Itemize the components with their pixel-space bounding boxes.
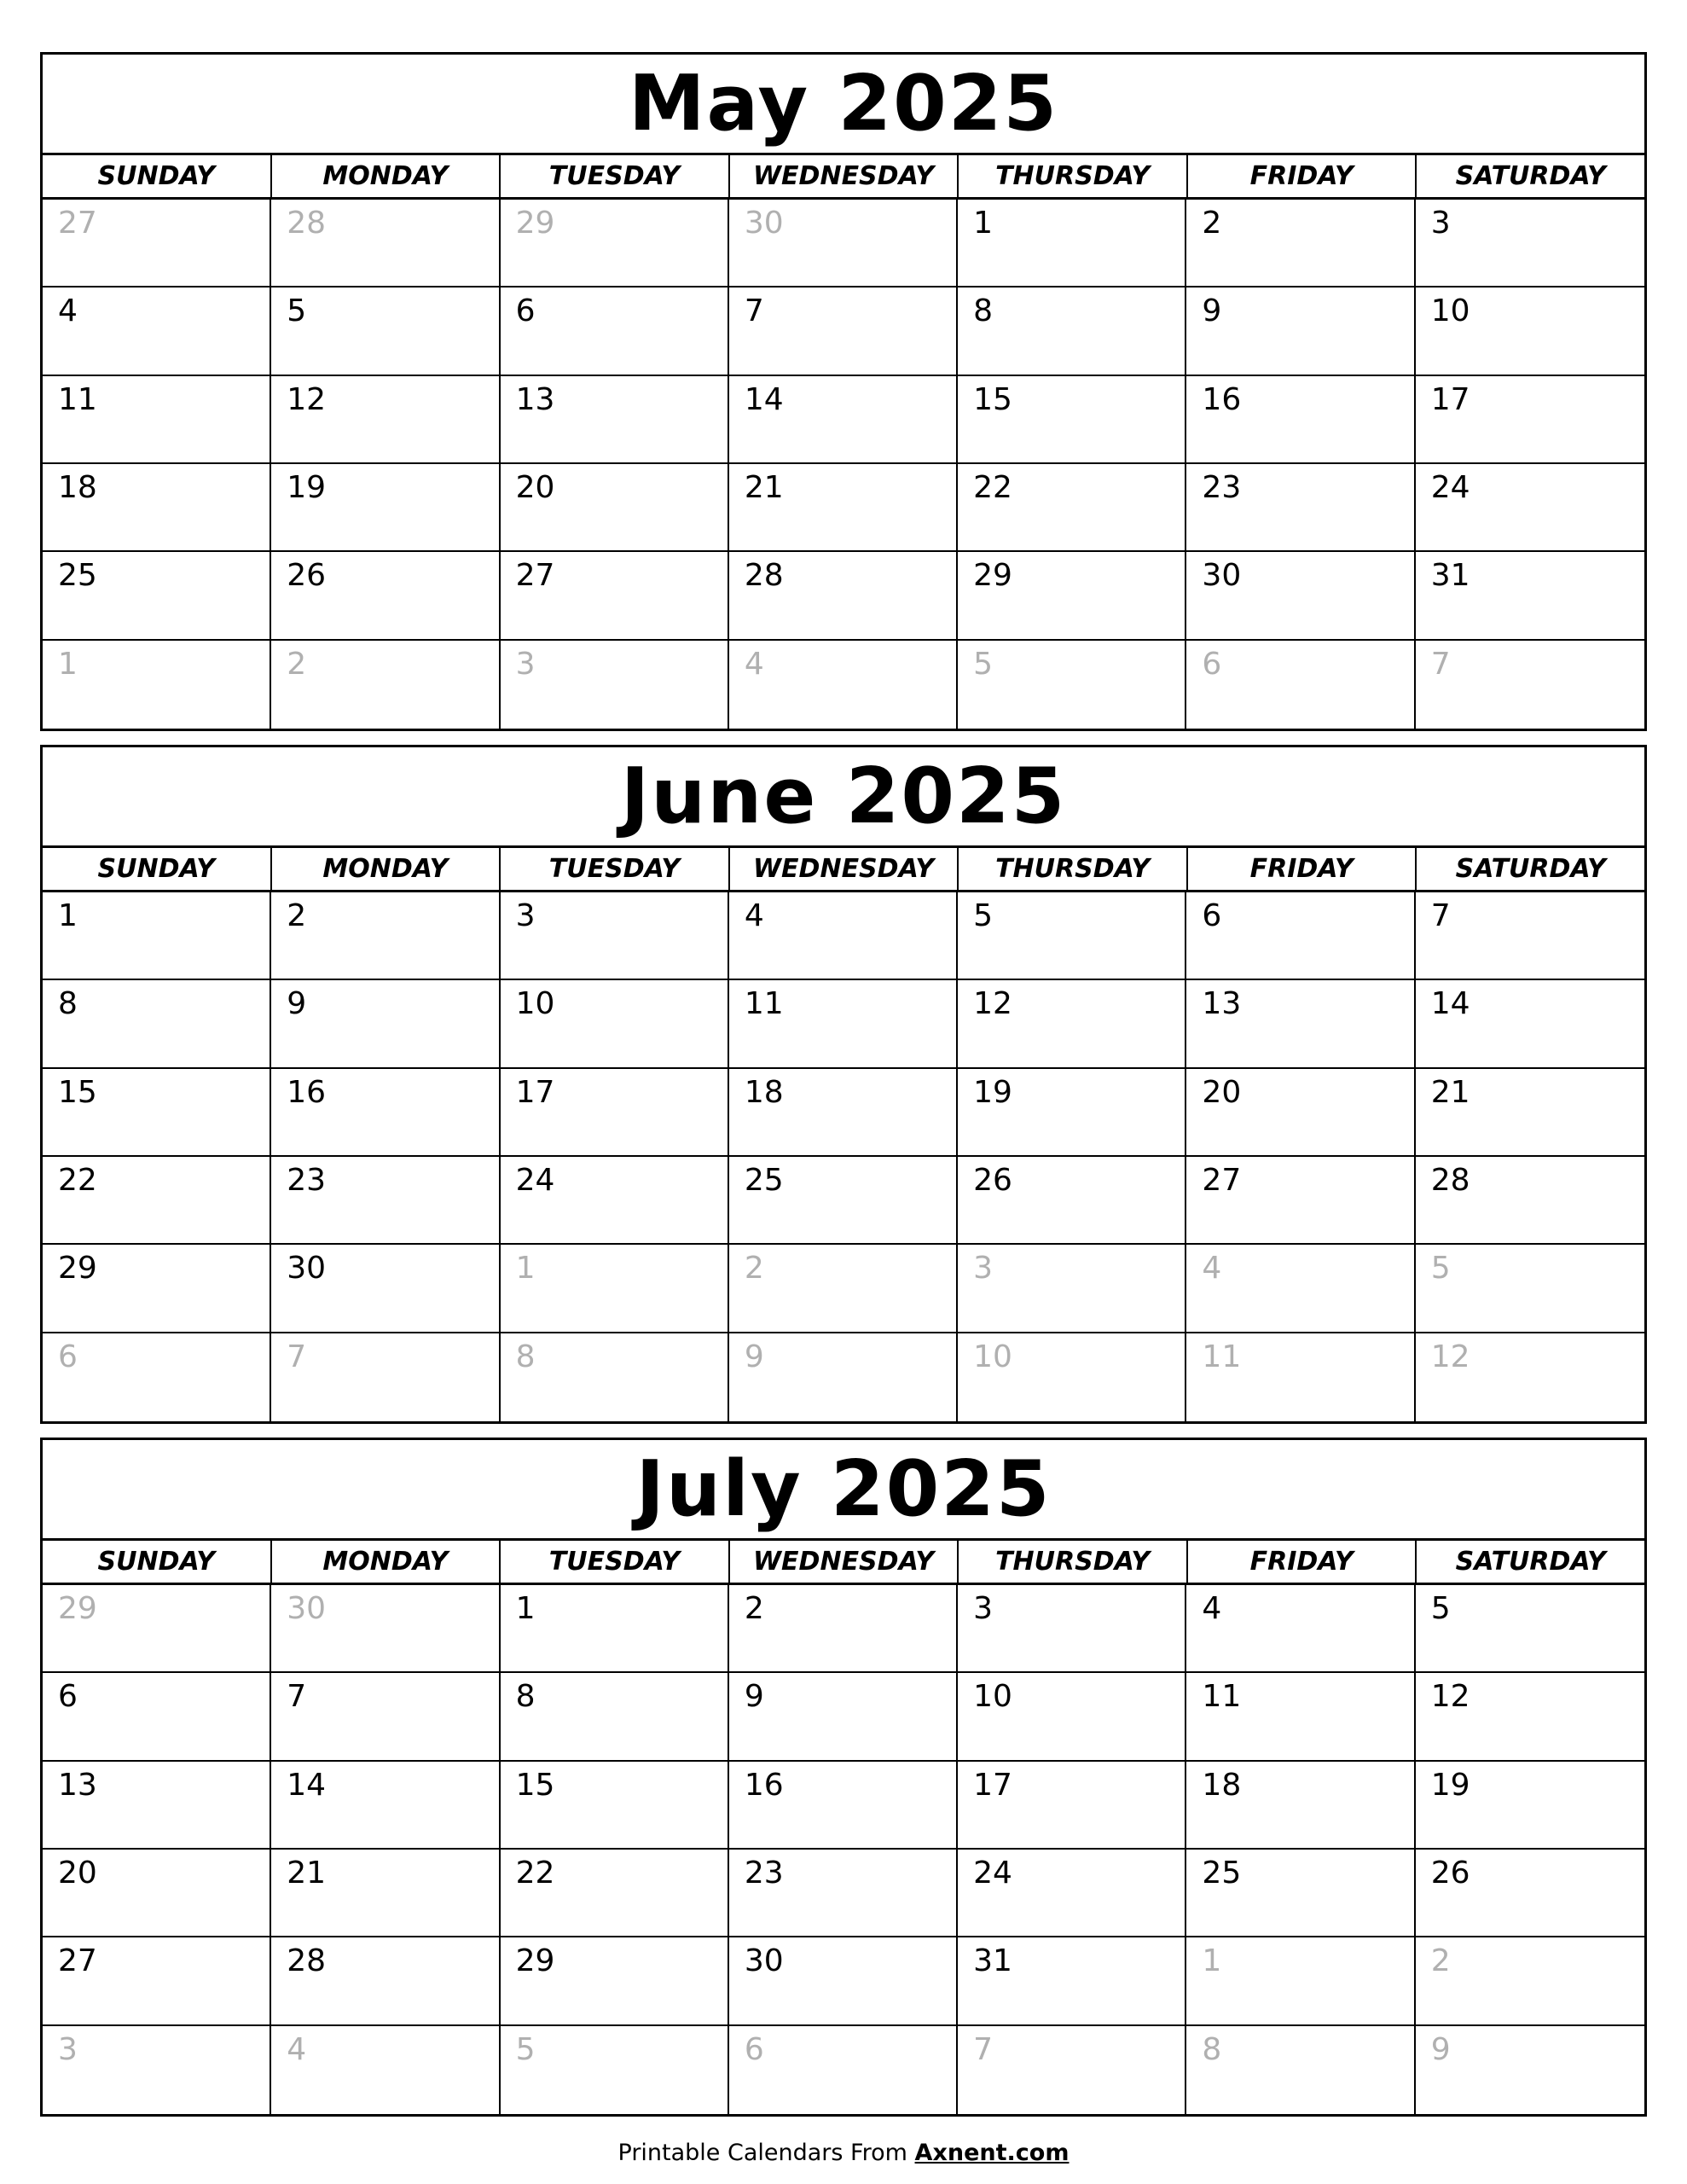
day-cell: 13 <box>43 1762 271 1850</box>
day-cell: 9 <box>729 1673 958 1761</box>
footer-site-link[interactable]: Axnent.com <box>914 2140 1070 2166</box>
day-cell-outside-month: 29 <box>43 1585 271 1673</box>
day-cell-outside-month: 12 <box>1430 1339 1470 1374</box>
day-cell: 16 <box>729 1762 958 1850</box>
month-calendar <box>40 745 1647 1424</box>
day-cell-outside-month: 7 <box>1430 646 1451 682</box>
day-cell: 29 <box>958 552 1186 640</box>
day-cell: 27 <box>1186 1157 1415 1245</box>
day-cell: 21 <box>729 464 958 552</box>
day-cell: 7 <box>1416 892 1644 980</box>
day-cell: 31 <box>958 1937 1186 2025</box>
day-cell: 4 <box>43 288 271 375</box>
day-cell: 8 <box>958 288 1186 375</box>
weekday-header: MONDAY <box>272 155 501 197</box>
weekday-header-row <box>43 848 1644 892</box>
day-cell-outside-month: 9 <box>729 1333 958 1421</box>
day-cell: 6 <box>43 1673 271 1761</box>
day-cell: 22 <box>43 1157 271 1245</box>
weekday-header: WEDNESDAY <box>730 1541 959 1583</box>
day-cell: 15 <box>43 1069 271 1157</box>
day-cell: 7 <box>271 1673 500 1761</box>
footer <box>0 2140 1687 2166</box>
day-cell: 27 <box>43 1937 271 2025</box>
day-cell: 22 <box>958 464 1186 552</box>
day-cell: 15 <box>958 376 1186 464</box>
day-cell: 14 <box>1416 980 1644 1068</box>
day-cell: 2 <box>729 1585 958 1673</box>
day-cell: 31 <box>1416 552 1644 640</box>
day-cell: 29 <box>501 1937 729 2025</box>
day-cell: 15 <box>501 1762 729 1850</box>
day-cell-outside-month: 30 <box>729 200 958 288</box>
day-cell: 26 <box>958 1157 1186 1245</box>
day-cell: 19 <box>958 1069 1186 1157</box>
day-cell: 18 <box>43 464 271 552</box>
day-cell: 11 <box>43 376 271 464</box>
day-cell: 11 <box>729 980 958 1068</box>
day-cell: 3 <box>1416 200 1644 288</box>
day-cell-outside-month: 5 <box>958 641 1186 729</box>
day-cell-outside-month: 7 <box>271 1333 500 1421</box>
weekday-header: TUESDAY <box>501 848 730 890</box>
day-cell-outside-month: 10 <box>958 1333 1186 1421</box>
footer-prefix: Printable Calendars From <box>617 2140 915 2166</box>
day-cell: 3 <box>501 892 729 980</box>
day-cell-outside-month: 3 <box>501 641 729 729</box>
weekday-header: SUNDAY <box>43 155 272 197</box>
day-cell: 28 <box>1416 1157 1644 1245</box>
day-cell: 30 <box>271 1245 500 1333</box>
weekday-header: SATURDAY <box>1455 1547 1606 1577</box>
weekday-header: FRIDAY <box>1188 1541 1417 1583</box>
day-cell: 26 <box>271 552 500 640</box>
day-cell-outside-month: 5 <box>1416 1245 1644 1333</box>
day-cell-outside-month: 2 <box>1416 1937 1644 2025</box>
day-cell: 5 <box>1416 1585 1644 1673</box>
weekday-header: THURSDAY <box>959 848 1188 890</box>
day-cell: 16 <box>1186 376 1415 464</box>
month-calendar <box>40 1438 1647 2117</box>
day-cell: 26 <box>1416 1850 1644 1937</box>
day-cell: 2 <box>1186 200 1415 288</box>
day-cell: 25 <box>729 1157 958 1245</box>
day-cell: 5 <box>271 288 500 375</box>
day-cell: 10 <box>1416 288 1644 375</box>
month-calendar <box>40 52 1647 731</box>
day-cell: 22 <box>501 1850 729 1937</box>
day-cell: 13 <box>1186 980 1415 1068</box>
day-cell: 6 <box>1186 892 1415 980</box>
month-title: July 2025 <box>43 1440 1644 1541</box>
day-cell: 30 <box>729 1937 958 2025</box>
day-cell: 20 <box>1186 1069 1415 1157</box>
day-cell-outside-month: 3 <box>958 1245 1186 1333</box>
day-cell: 1 <box>501 1585 729 1673</box>
day-cell: 20 <box>501 464 729 552</box>
day-cell-outside-month: 9 <box>1430 2031 1451 2067</box>
weekday-header: THURSDAY <box>959 1541 1188 1583</box>
day-cell: 30 <box>1186 552 1415 640</box>
day-cell: 9 <box>271 980 500 1068</box>
day-cell: 16 <box>271 1069 500 1157</box>
day-cell: 28 <box>729 552 958 640</box>
weekday-header: TUESDAY <box>501 1541 730 1583</box>
weekday-header: TUESDAY <box>501 155 730 197</box>
day-cell: 13 <box>501 376 729 464</box>
day-cell: 24 <box>958 1850 1186 1937</box>
day-cell-outside-month: 8 <box>1186 2026 1415 2114</box>
day-cell: 1 <box>43 892 271 980</box>
day-cell-outside-month: 27 <box>43 200 271 288</box>
day-cell-outside-month: 8 <box>501 1333 729 1421</box>
day-cell-outside-month: 4 <box>729 641 958 729</box>
day-cell: 10 <box>958 1673 1186 1761</box>
weekday-header: SATURDAY <box>1455 161 1606 191</box>
day-cell-outside-month: 6 <box>43 1333 271 1421</box>
day-cell-outside-month: 1 <box>43 641 271 729</box>
month-title: June 2025 <box>43 747 1644 848</box>
day-cell: 12 <box>958 980 1186 1068</box>
day-cell-outside-month: 29 <box>501 200 729 288</box>
day-cell: 25 <box>1186 1850 1415 1937</box>
day-cell-outside-month: 30 <box>271 1585 500 1673</box>
day-cell: 17 <box>958 1762 1186 1850</box>
day-cell-outside-month: 3 <box>43 2026 271 2114</box>
weekday-header: THURSDAY <box>959 155 1188 197</box>
day-cell: 17 <box>1416 376 1644 464</box>
day-cell: 3 <box>958 1585 1186 1673</box>
weekday-header: SUNDAY <box>43 848 272 890</box>
day-cell: 18 <box>1186 1762 1415 1850</box>
day-cell: 19 <box>271 464 500 552</box>
day-grid <box>43 892 1644 1421</box>
day-cell: 11 <box>1186 1673 1415 1761</box>
day-cell: 4 <box>1186 1585 1415 1673</box>
day-cell: 24 <box>501 1157 729 1245</box>
day-cell: 19 <box>1416 1762 1644 1850</box>
day-cell: 6 <box>501 288 729 375</box>
weekday-header: WEDNESDAY <box>730 848 959 890</box>
day-cell-outside-month: 4 <box>271 2026 500 2114</box>
weekday-header-row <box>43 1541 1644 1585</box>
day-cell: 8 <box>43 980 271 1068</box>
month-title: May 2025 <box>43 55 1644 155</box>
day-cell: 21 <box>1416 1069 1644 1157</box>
day-cell: 12 <box>271 376 500 464</box>
day-grid <box>43 1585 1644 2114</box>
day-cell-outside-month: 2 <box>271 641 500 729</box>
day-cell: 10 <box>501 980 729 1068</box>
weekday-header: MONDAY <box>272 1541 501 1583</box>
day-cell: 18 <box>729 1069 958 1157</box>
day-cell: 14 <box>271 1762 500 1850</box>
weekday-header: SUNDAY <box>43 1541 272 1583</box>
day-cell-outside-month: 11 <box>1186 1333 1415 1421</box>
day-cell: 12 <box>1416 1673 1644 1761</box>
day-cell: 21 <box>271 1850 500 1937</box>
day-cell: 29 <box>43 1245 271 1333</box>
weekday-header-row <box>43 155 1644 200</box>
day-cell: 20 <box>43 1850 271 1937</box>
day-cell: 23 <box>1186 464 1415 552</box>
day-cell: 23 <box>271 1157 500 1245</box>
weekday-header: FRIDAY <box>1188 155 1417 197</box>
weekday-header: WEDNESDAY <box>730 155 959 197</box>
day-cell: 7 <box>729 288 958 375</box>
weekday-header: MONDAY <box>272 848 501 890</box>
day-cell: 8 <box>501 1673 729 1761</box>
day-cell-outside-month: 28 <box>271 200 500 288</box>
day-cell: 28 <box>271 1937 500 2025</box>
day-cell: 27 <box>501 552 729 640</box>
day-cell-outside-month: 1 <box>501 1245 729 1333</box>
day-cell: 9 <box>1186 288 1415 375</box>
day-cell: 1 <box>958 200 1186 288</box>
day-cell-outside-month: 1 <box>1186 1937 1415 2025</box>
day-cell-outside-month: 2 <box>729 1245 958 1333</box>
day-cell: 17 <box>501 1069 729 1157</box>
day-cell: 4 <box>729 892 958 980</box>
weekday-header: FRIDAY <box>1188 848 1417 890</box>
day-cell-outside-month: 7 <box>958 2026 1186 2114</box>
day-grid <box>43 200 1644 729</box>
day-cell: 5 <box>958 892 1186 980</box>
day-cell: 2 <box>271 892 500 980</box>
day-cell-outside-month: 6 <box>729 2026 958 2114</box>
day-cell-outside-month: 4 <box>1186 1245 1415 1333</box>
day-cell: 23 <box>729 1850 958 1937</box>
weekday-header: SATURDAY <box>1455 854 1606 884</box>
day-cell: 14 <box>729 376 958 464</box>
day-cell-outside-month: 5 <box>501 2026 729 2114</box>
day-cell: 24 <box>1416 464 1644 552</box>
day-cell: 25 <box>43 552 271 640</box>
day-cell-outside-month: 6 <box>1186 641 1415 729</box>
